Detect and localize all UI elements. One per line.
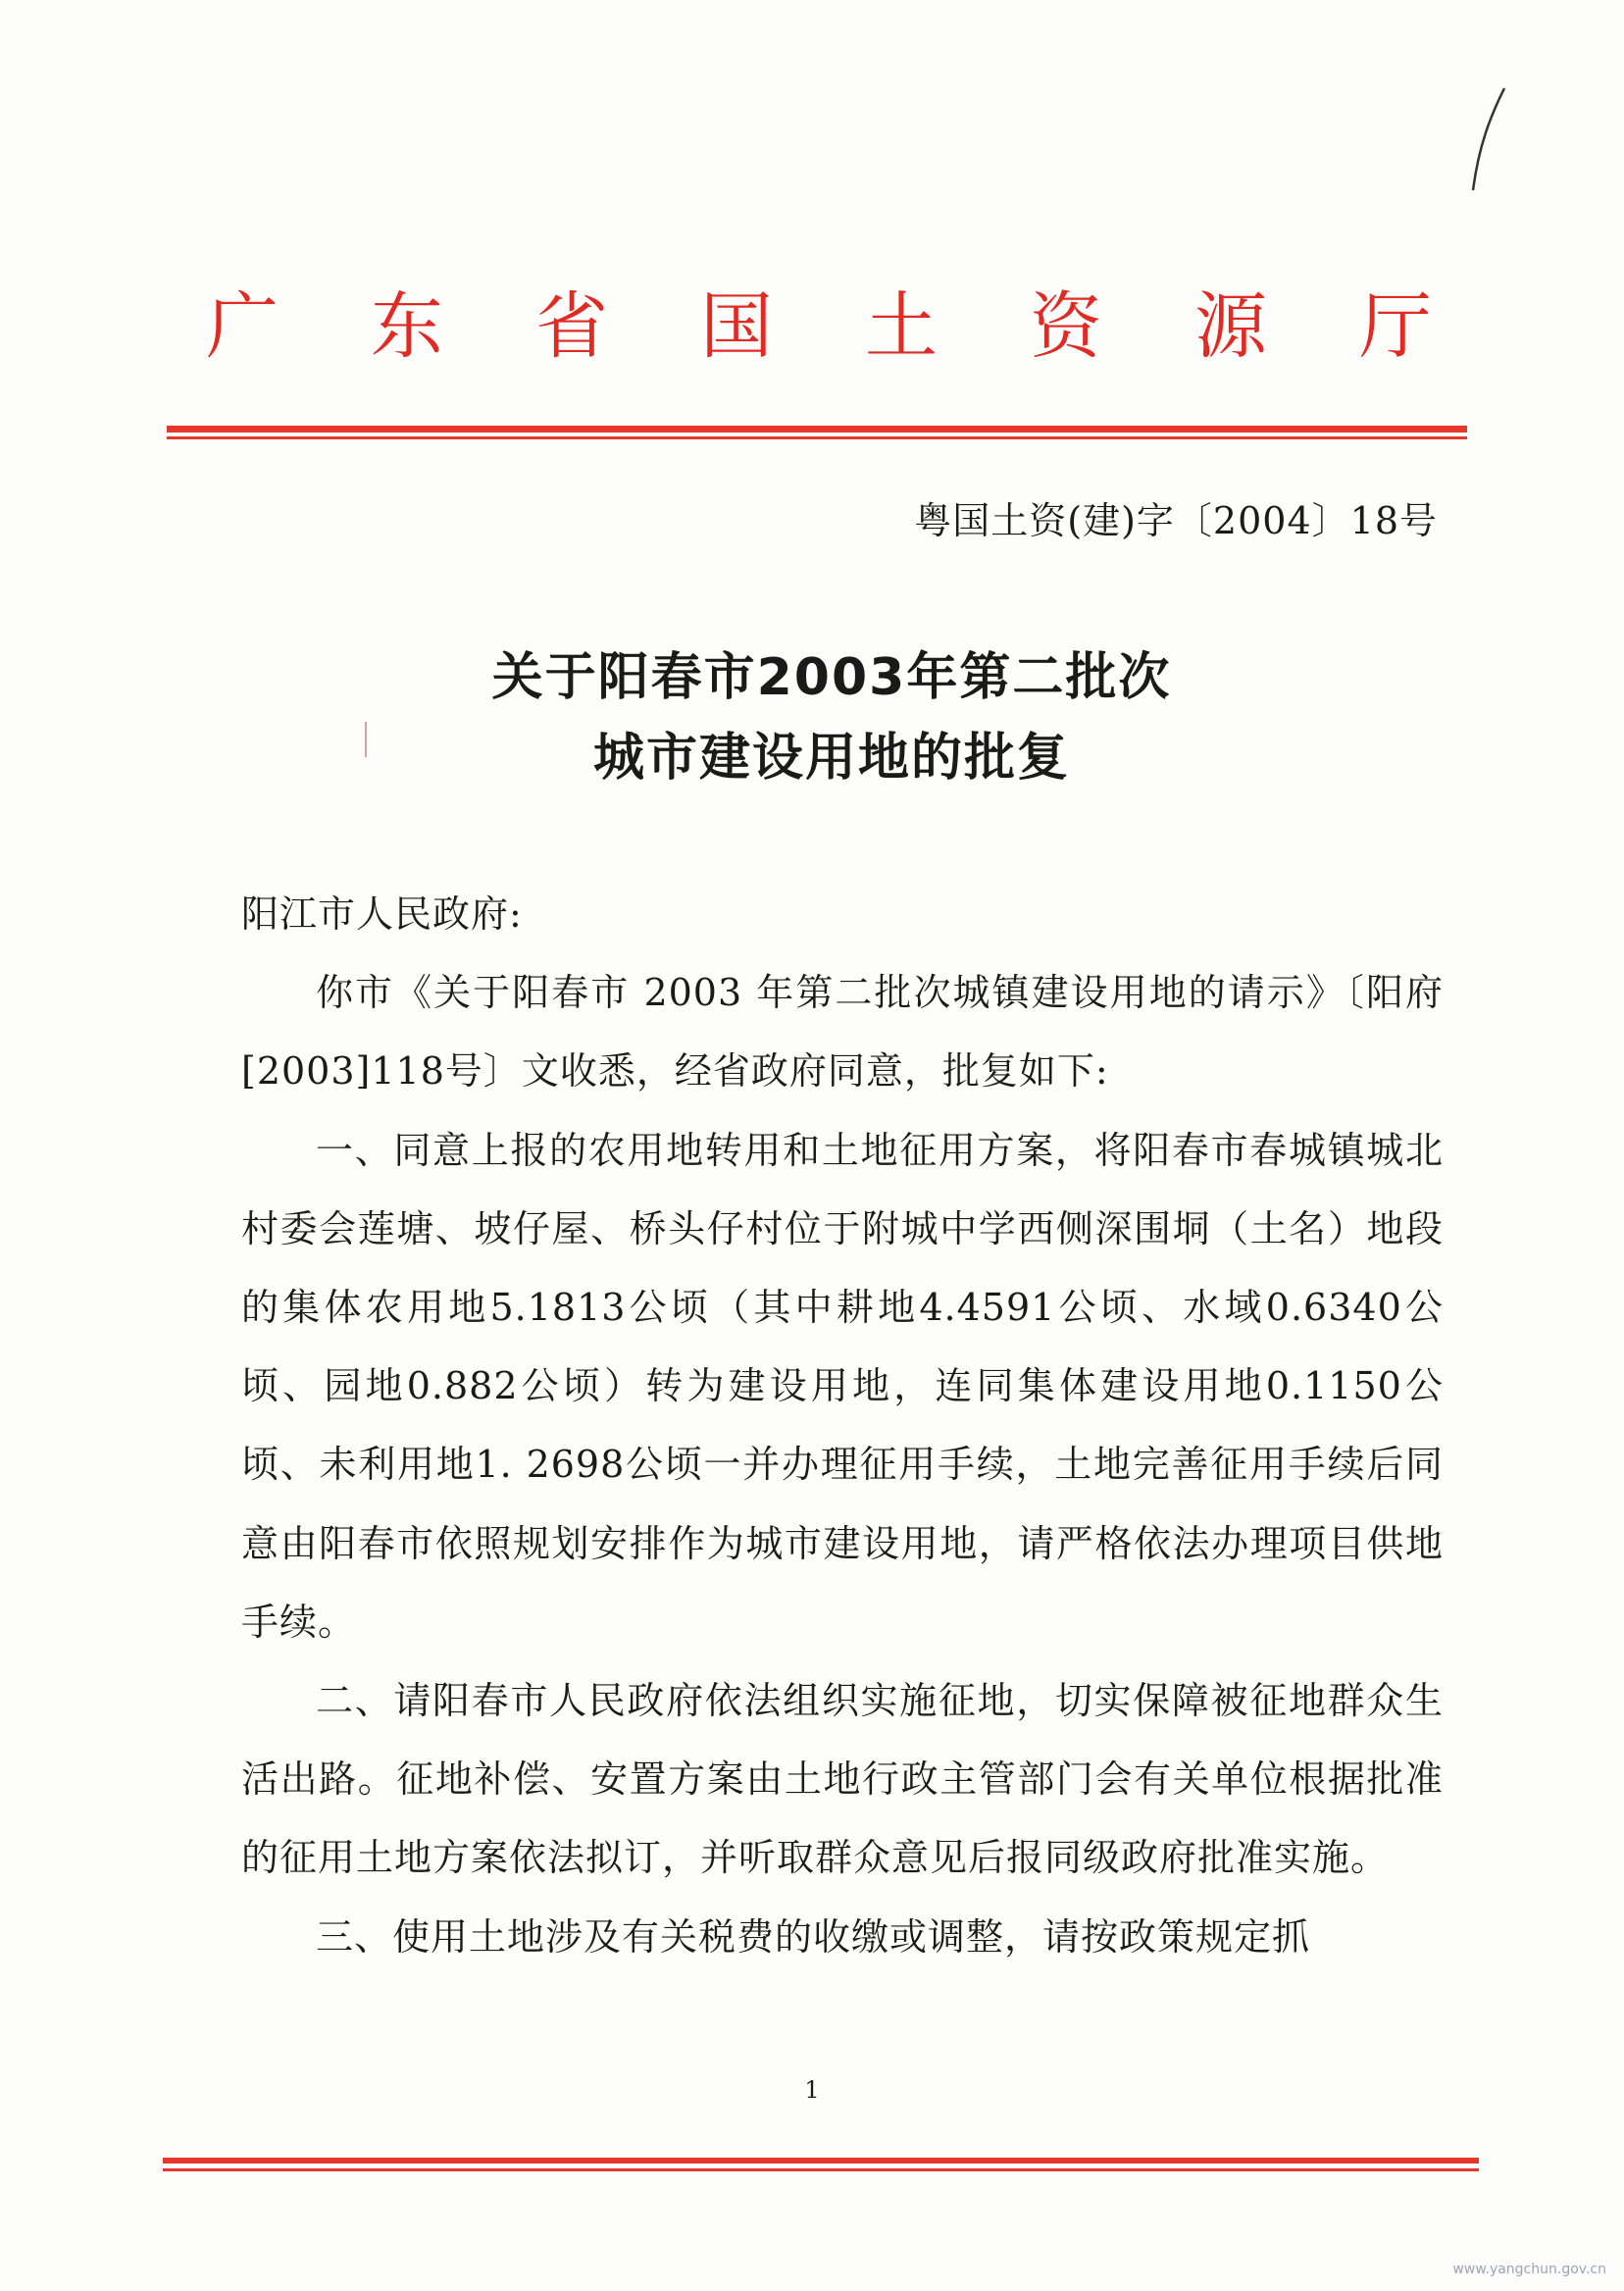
- letterhead-char: 国: [700, 284, 773, 369]
- document-number: 粤国土资(建)字〔2004〕18号: [914, 499, 1438, 542]
- pen-stroke-mark: [1469, 86, 1508, 194]
- letterhead-char: 源: [1194, 284, 1267, 369]
- letterhead-divider-thick: [167, 426, 1467, 433]
- salutation: 阳江市人民政府:: [241, 892, 523, 936]
- agency-letterhead: [206, 267, 1432, 375]
- document-title-line-2: 城市建设用地的批复: [592, 729, 1070, 788]
- letterhead-char: 资: [1030, 284, 1102, 369]
- body-paragraph: 你市《关于阳春市 2003 年第二批次城镇建设用地的请示》〔阳府[2003]118号〕文收悉，经省政府同意，批复如下:: [241, 971, 1444, 1094]
- letterhead-char: 东: [371, 284, 443, 369]
- document-title-line-1: 关于阳春市2003年第二批次: [491, 648, 1172, 707]
- document-body: [241, 875, 1444, 1976]
- letterhead-char: 省: [535, 284, 608, 369]
- footer-divider-thick: [163, 2158, 1479, 2164]
- body-paragraph: 二、请阳春市人民政府依法组织实施征地，切实保障被征地群众生活出路。征地补偿、安置方案由土地行政主管部门会有关单位根据批准的征用土地方案依法拟订，并听取群众意见后报同级政府批准实施。: [241, 1679, 1444, 1880]
- letterhead-char: 广: [206, 284, 279, 369]
- site-watermark: www.yangchun.gov.cn: [1452, 2262, 1606, 2277]
- body-paragraph: 三、使用土地涉及有关税费的收缴或调整，请按政策规定抓: [316, 1914, 1311, 1959]
- letterhead-divider-thin: [167, 436, 1467, 439]
- footer-divider-thin: [163, 2168, 1479, 2171]
- letterhead-char: 厅: [1359, 284, 1432, 369]
- letterhead-char: 土: [865, 284, 938, 369]
- body-paragraph: 一、同意上报的农用地转用和土地征用方案，将阳春市春城镇城北村委会莲塘、坡仔屋、桥头仔村位于附城中学西侧深围垌（土名）地段的集体农用地5.1813公顷（其中耕地4.4591公顷、水域0.6340公顷、园地0.882公顷）转为建设用地，连同集体建设用地0.1150公顷、未利用地1. 2698公顷一并办理征用手续，土地完善征用手续后同意由阳春市依照规划安排作为城市建设用地，请严格依法办理项目供地手续。: [241, 1128, 1444, 1644]
- scan-mark: [365, 722, 367, 757]
- page-number: 1: [804, 2076, 820, 2104]
